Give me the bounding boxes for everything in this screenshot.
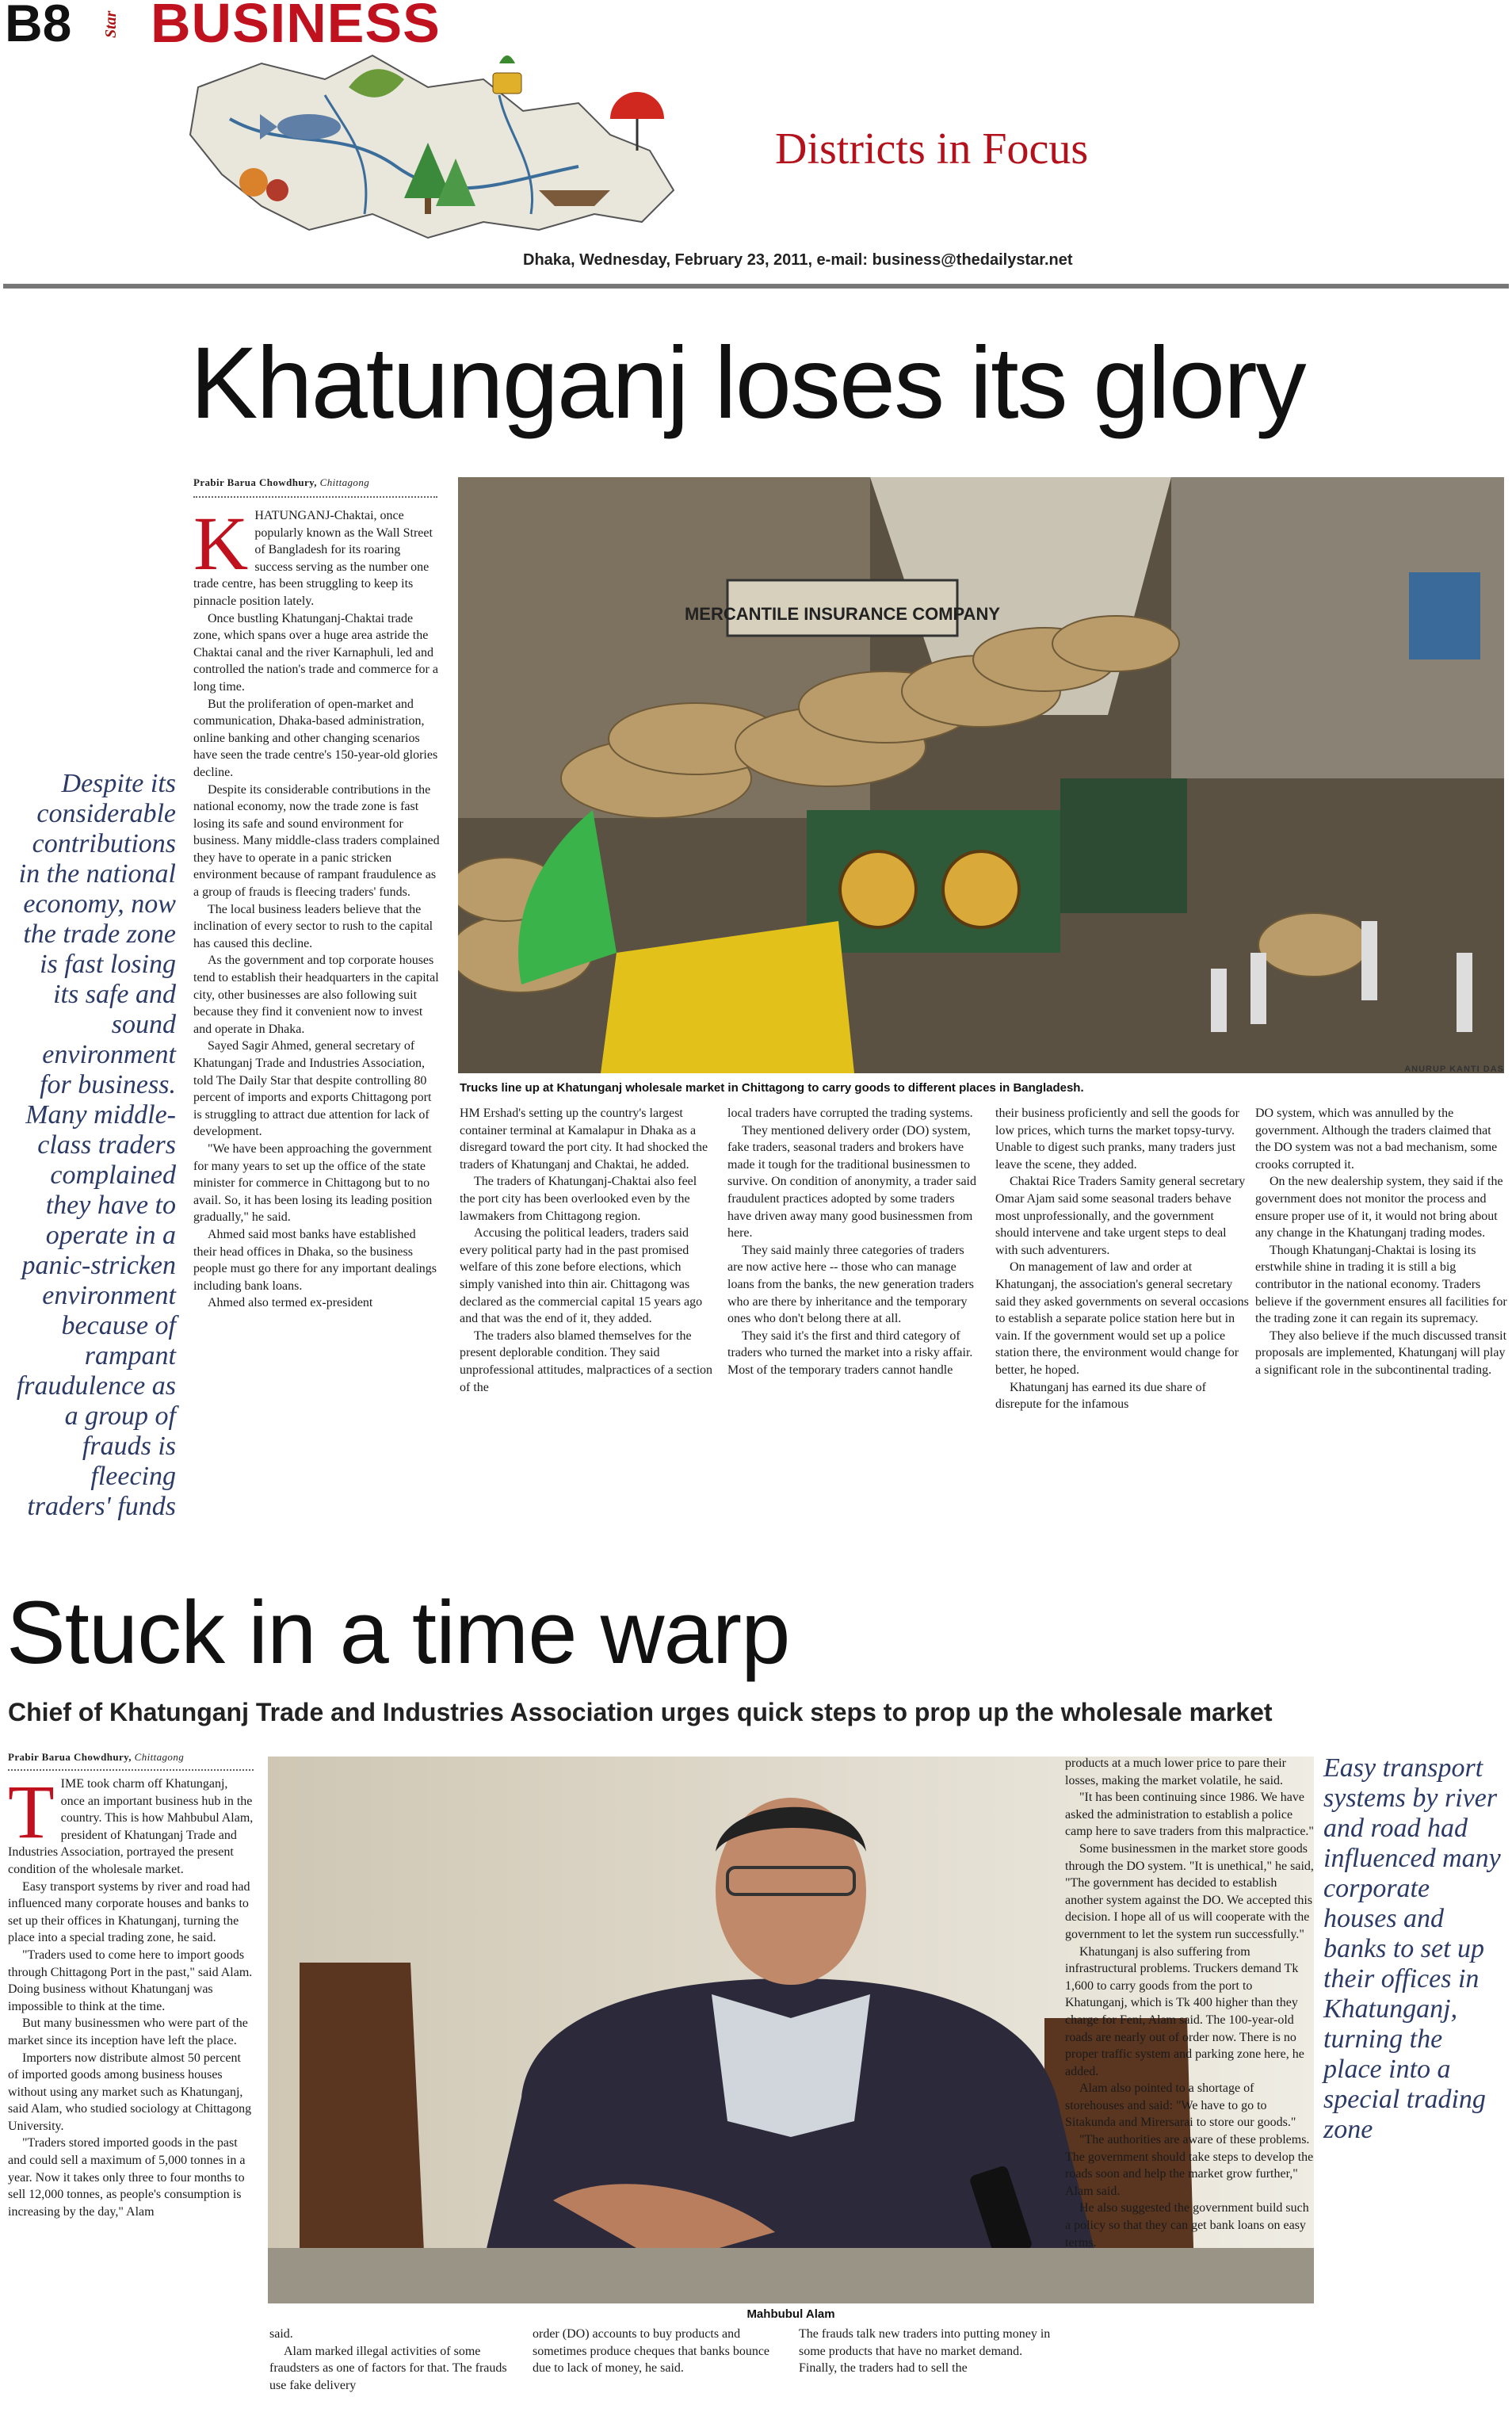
article-paragraph: order (DO) accounts to buy products and sometimes produce cheques that banks bounce due to lack of money, he said. bbox=[533, 2327, 770, 2376]
story1-photo-caption: Trucks line up at Khatunganj wholesale market in Chittagong to carry goods to different places in Bangladesh. bbox=[460, 1081, 1084, 1095]
story1-pullquote: Despite its considerable contributions in the national economy, now the trade zone is fast losing its safe and sound environment for business. Many middle-class traders complained they have to operate in a panic-stricken environment because of rampant fraudulence as a group of frauds is fleecing traders' funds bbox=[16, 769, 176, 1521]
article-paragraph: "It has been continuing since 1986. We have asked the administration to establish a police camp here to save traders from this malpractice." bbox=[1065, 1791, 1314, 1839]
article-paragraph: The traders also blamed themselves for the present deplorable condition. They said unprofessional attitudes, malpractices of a section of the bbox=[460, 1328, 713, 1394]
top-rule bbox=[3, 284, 1509, 289]
article-paragraph: Ahmed also termed ex-president bbox=[208, 1296, 373, 1310]
tea-cup-icon bbox=[493, 55, 521, 94]
story1-column-4 bbox=[995, 1105, 1249, 1533]
article-paragraph: They said mainly three categories of traders are now active here -- those who can manage loans from the banks, the new generation traders who are there by inheritance and the temporary ones who don't belong there at all. bbox=[727, 1243, 975, 1326]
article-paragraph: products at a much lower price to pare their losses, making the market volatile, he said. bbox=[1065, 1757, 1286, 1787]
article-paragraph: He also suggested the government build such a policy so that they can get bank loans on easy terms. bbox=[1065, 2201, 1309, 2250]
trucks-photo-illustration bbox=[458, 477, 1504, 1073]
article-paragraph: Importers now distribute almost 50 percent of imported goods among business houses without using any market such as Khatunganj, said Alam, who studied sociology at Chittagong University. bbox=[8, 2051, 252, 2133]
insurance-sign-text: MERCANTILE INSURANCE COMPANY bbox=[684, 604, 1001, 624]
story2-column-3 bbox=[533, 2326, 780, 2413]
article-paragraph: They also believe if the much discussed transit proposals are implemented, Khatunganj will play a significant role in the subcontinental trading. bbox=[1255, 1328, 1507, 1377]
story2-photo-caption: Mahbubul Alam bbox=[746, 2307, 835, 2321]
story2-col5-text bbox=[1065, 1755, 1315, 2251]
byline-name: Prabir Barua Chowdhury, bbox=[8, 1751, 132, 1763]
story1-col3-text bbox=[727, 1105, 981, 1379]
article-paragraph: Alam marked illegal activities of some fraudsters as one of factors for that. The frauds use fake delivery bbox=[269, 2344, 507, 2392]
story2-headline: Stuck in a time warp bbox=[6, 1583, 790, 1682]
section-title: BUSINESS bbox=[151, 0, 441, 54]
article-paragraph: Easy transport systems by river and road had influenced many corporate houses and banks to set up their offices in Khatunganj, turning the place into a special trading zone, he said. bbox=[8, 1879, 250, 1945]
story1-photo bbox=[458, 477, 1504, 1073]
bangladesh-map-illustration bbox=[166, 32, 737, 246]
article-paragraph: Though Khatunganj-Chaktai is losing its erstwhile shine in trading it is still a big contributor in the national economy. Traders believe if the government ensures all facilities for the trading zone it can regain its supremacy. bbox=[1255, 1243, 1507, 1326]
article-paragraph: their business proficiently and sell the goods for low prices, which turns the market topsy-turvy. Unable to digest such pranks, many traders just leave the scene, they added. bbox=[995, 1107, 1239, 1172]
story1-dropcap: K bbox=[193, 507, 249, 586]
article-paragraph: Sayed Sagir Ahmed, general secretary of Khatunganj Trade and Industries Association, told The Daily Star that despite controlling 80 percent of imports and exports Chittagong port is struggling to attract due attention for lack of development. bbox=[193, 1039, 432, 1139]
article-paragraph: IME took charm off Khatunganj, once an important business hub in the country. This is how Mahbubul Alam, president of Khatunganj Trade and Industries Association, portrayed the present condition of the wholesale market. bbox=[8, 1777, 254, 1876]
story2-col4-text bbox=[799, 2326, 1051, 2377]
byline-place: Chittagong bbox=[319, 476, 370, 488]
story1-photo-credit: ANURUP KANTI DAS bbox=[1404, 1065, 1504, 1074]
story1-col1-text bbox=[193, 507, 441, 1312]
story2-deck: Chief of Khatunganj Trade and Industries Association urges quick steps to prop up the wholesale market bbox=[8, 1698, 1273, 1726]
article-paragraph: But many businessmen who were part of the market since its inception have left the place. bbox=[8, 2017, 248, 2047]
story2-column-5 bbox=[1065, 1755, 1315, 2414]
article-paragraph: "Traders used to come here to import goods through Chittagong Port in the past," said Alam. Doing business without Khatunganj was impossible to think at the time. bbox=[8, 1948, 253, 2013]
story2-byline bbox=[8, 1752, 184, 1762]
article-paragraph: "Traders stored imported goods in the past and could sell a maximum of 5,000 tonnes in a year. Now it takes only three to four months to sell 12,000 tonnes, as people's consumption is increasing by the day," Alam bbox=[8, 2136, 246, 2219]
story2-column-2 bbox=[269, 2326, 515, 2413]
article-paragraph: "We have been approaching the government for many years to set up the office of the state minister for commerce in Chittagong but to no avail. So, it has been losing its leading position gradually," he said. bbox=[193, 1141, 433, 1225]
article-paragraph: HATUNGANJ-Chaktai, once popularly known as the Wall Street of Bangladesh for its roaring success serving as the number one trade centre, has been struggling to keep its pinnacle position lately. bbox=[193, 509, 433, 608]
story1-column-3 bbox=[727, 1105, 981, 1533]
story2-dropcap: T bbox=[8, 1776, 55, 1854]
article-paragraph: On the new dealership system, they said if the government does not monitor the process and ensure proper use of it, it would not bring about any change in the Khatunganj trading modes. bbox=[1255, 1175, 1503, 1240]
story1-byline bbox=[193, 477, 369, 487]
article-paragraph: Accusing the political leaders, traders said every political party had in the past promised welfare of this zone before elections, which simply vanished into thin air. Chittagong was declared as the commercial capital 15 years ago and that was the end of it, they added. bbox=[460, 1226, 703, 1326]
article-paragraph: "The authorities are aware of these problems. The government should take steps to develop the roads soon and help the market grow further," Alam said. bbox=[1065, 2133, 1314, 2198]
article-paragraph: Khatunganj is also suffering from infrastructural problems. Truckers demand Tk 1,600 to carry goods from the port to Khatunganj, which is Tk 400 higher than they charge for Feni, Alam said. The 100-year-old roads are nearly out of order now. There is no proper traffic system and parking zone here, he added. bbox=[1065, 1944, 1304, 2078]
story2-column-1 bbox=[8, 1776, 254, 2414]
article-paragraph: As the government and top corporate houses tend to establish their headquarters in the capital city, other businesses are also following suit because they find it convenient now to invest and operate in Dhaka. bbox=[193, 954, 439, 1036]
byline-name: Prabir Barua Chowdhury, bbox=[193, 476, 317, 488]
story1-headline: Khatunganj loses its glory bbox=[190, 327, 1305, 440]
feature-title: Districts in Focus bbox=[775, 124, 1089, 174]
story1-column-5 bbox=[1255, 1105, 1509, 1533]
article-paragraph: But the proliferation of open-market and communication, Dhaka-based administration, online banking and other changing scenarios have seen the trade centre's 150-year-old glories decline. bbox=[193, 697, 438, 779]
byline-rule bbox=[8, 1769, 254, 1771]
story2-col2-text bbox=[269, 2326, 515, 2394]
article-paragraph: Khatunganj has earned its due share of disrepute for the infamous bbox=[995, 1380, 1206, 1412]
dateline: Dhaka, Wednesday, February 23, 2011, e-mail: business@thedailystar.net bbox=[523, 251, 1073, 269]
byline-place: Chittagong bbox=[134, 1751, 185, 1763]
article-paragraph: The traders of Khatunganj-Chaktai also feel the port city has been overlooked even by the lawmakers from Chittagong region. bbox=[460, 1175, 697, 1223]
byline-rule bbox=[193, 496, 437, 498]
article-paragraph: The local business leaders believe that the inclination of every sector to rush to the capital has caused this decline. bbox=[193, 902, 433, 950]
article-paragraph: said. bbox=[269, 2327, 293, 2341]
story1-column-1 bbox=[193, 507, 441, 1533]
story2-col3-text bbox=[533, 2326, 780, 2377]
article-paragraph: Despite its considerable contributions in the national economy, now the trade zone is fast losing its safe and sound environment for business. Many middle-class traders complained they have to operate in a panic stricken environment because of rampant fraudulence as a group of frauds is fleecing traders' funds. bbox=[193, 782, 440, 900]
story2-pullquote: Easy transport systems by river and road had influenced many corporate houses and banks to set up their offices in Khatunganj, turning the place into a special trading zone bbox=[1323, 1753, 1501, 2144]
article-paragraph: DO system, which was annulled by the government. Although the traders claimed that the DO system was not a bad mechanism, some crooks corrupted it. bbox=[1255, 1107, 1498, 1172]
article-paragraph: Chaktai Rice Traders Samity general secretary Omar Ajam said some seasonal traders behave most unprofessionally, and the government should intervene and take urgent steps to deal with such adventurers. bbox=[995, 1175, 1246, 1257]
story1-col4-text bbox=[995, 1105, 1249, 1413]
article-paragraph: Ahmed said most banks have established their head offices in Dhaka, so the business people must go there for any important dealings including bank loans. bbox=[193, 1227, 437, 1293]
article-paragraph: HM Ershad's setting up the country's largest container terminal at Kamalapur in Dhaka as a disregard toward the port city. It had shocked the traders of Khatunganj and Chaktai, he added. bbox=[460, 1107, 708, 1172]
article-paragraph: They said it's the first and third category of traders who turned the market into a risky affair. Most of the temporary traders cannot handle bbox=[727, 1328, 973, 1377]
article-paragraph: They mentioned delivery order (DO) system, fake traders, seasonal traders and brokers have made it tough for the traditional businessmen to survive. On condition of anonymity, a trader said fraudulent practices adopted by some traders have driven away many good businessmen from here. bbox=[727, 1123, 976, 1240]
star-logo: Star bbox=[102, 10, 120, 38]
story2-column-4 bbox=[799, 2326, 1051, 2413]
article-paragraph: On management of law and order at Khatunganj, the association's general secretary said they asked governments on several occasions to establish a separate police station here but in vain. If the government would set up a police station there, the environment would change for better, he hoped. bbox=[995, 1260, 1249, 1377]
article-paragraph: Once bustling Khatunganj-Chaktai trade zone, which spans over a huge area astride the Chaktai canal and the river Karnaphuli, led and controlled the nation's trade and commerce for a long time. bbox=[193, 611, 438, 694]
article-paragraph: local traders have corrupted the trading systems. bbox=[727, 1107, 973, 1120]
story1-column-2 bbox=[460, 1105, 713, 1533]
story1-col5-text bbox=[1255, 1105, 1509, 1379]
article-paragraph: Alam also pointed to a shortage of storehouses and said: "We have to go to Sitakunda and Mirersarai to store our goods." bbox=[1065, 2082, 1296, 2130]
article-paragraph: The frauds talk new traders into putting money in some products that have no market demand. Finally, the traders had to sell the bbox=[799, 2327, 1051, 2376]
article-paragraph: Some businessmen in the market store goods through the DO system. "It is unethical," he said, "The government has decided to establish another system against the DO. We accepted this decision. I hope all of us will cooperate with the government to let the system run successfully." bbox=[1065, 1841, 1314, 1941]
story1-col2-text bbox=[460, 1105, 713, 1396]
page-number: B8 bbox=[5, 0, 72, 52]
